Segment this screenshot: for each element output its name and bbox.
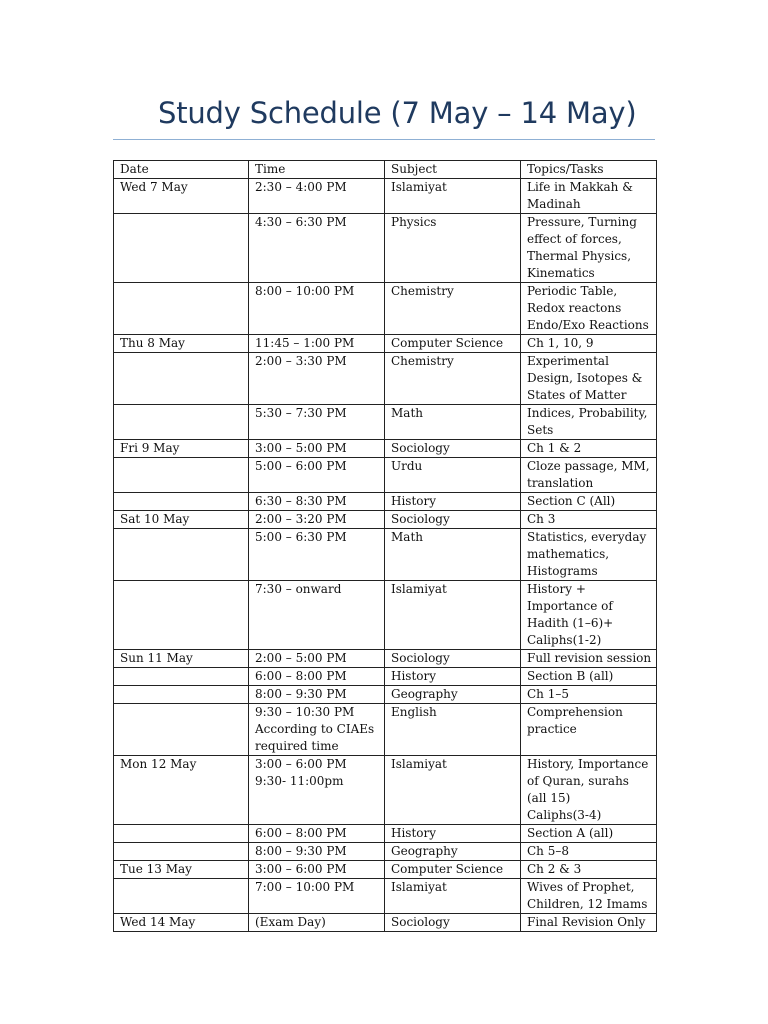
time-cell: 8:00 – 9:30 PM	[249, 686, 385, 704]
time-cell: 5:00 – 6:00 PM	[249, 458, 385, 493]
topics-cell: Full revision session	[521, 650, 657, 668]
time-cell: 8:00 – 9:30 PM	[249, 843, 385, 861]
subject-cell: Physics	[385, 214, 521, 283]
subject-cell: Islamiyat	[385, 879, 521, 914]
date-cell	[114, 668, 249, 686]
date-cell	[114, 529, 249, 581]
topics-cell: Life in Makkah & Madinah	[521, 179, 657, 214]
date-cell: Thu 8 May	[114, 335, 249, 353]
subject-cell: History	[385, 668, 521, 686]
topics-cell: Wives of Prophet, Children, 12 Imams	[521, 879, 657, 914]
subject-cell: Urdu	[385, 458, 521, 493]
date-cell: Wed 7 May	[114, 179, 249, 214]
date-cell	[114, 458, 249, 493]
table-row	[114, 214, 657, 283]
date-cell: Tue 13 May	[114, 861, 249, 879]
title-underline	[113, 139, 655, 140]
subject-cell: Islamiyat	[385, 179, 521, 214]
subject-cell: Chemistry	[385, 353, 521, 405]
date-cell	[114, 214, 249, 283]
time-cell: 5:30 – 7:30 PM	[249, 405, 385, 440]
topics-cell: Section B (all)	[521, 668, 657, 686]
time-cell: 3:00 – 5:00 PM	[249, 440, 385, 458]
topics-cell: Section C (All)	[521, 493, 657, 511]
topics-cell: Indices, Probability, Sets	[521, 405, 657, 440]
date-cell	[114, 283, 249, 335]
topics-cell: Experimental Design, Isotopes & States of Matter	[521, 353, 657, 405]
topics-cell: Final Revision Only	[521, 914, 657, 932]
table-row	[114, 825, 657, 843]
table-row	[114, 511, 657, 529]
subject-cell: History	[385, 493, 521, 511]
date-cell: Sat 10 May	[114, 511, 249, 529]
time-cell: 9:30 – 10:30 PM According to CIAEs required time	[249, 704, 385, 756]
date-cell	[114, 581, 249, 650]
table-row	[114, 353, 657, 405]
topics-cell: Ch 1–5	[521, 686, 657, 704]
date-cell	[114, 405, 249, 440]
time-cell: 2:00 – 3:20 PM	[249, 511, 385, 529]
table-row	[114, 914, 657, 932]
topics-cell: Statistics, everyday mathematics, Histograms	[521, 529, 657, 581]
date-cell	[114, 686, 249, 704]
subject-cell: Islamiyat	[385, 756, 521, 825]
date-cell	[114, 825, 249, 843]
column-header-date: Date	[114, 161, 249, 179]
date-cell	[114, 704, 249, 756]
time-cell: 6:30 – 8:30 PM	[249, 493, 385, 511]
subject-cell: English	[385, 704, 521, 756]
topics-cell: Ch 1 & 2	[521, 440, 657, 458]
date-cell	[114, 353, 249, 405]
topics-cell: Periodic Table, Redox reactons Endo/Exo Reactions	[521, 283, 657, 335]
table-row	[114, 529, 657, 581]
subject-cell: Math	[385, 529, 521, 581]
date-cell: Fri 9 May	[114, 440, 249, 458]
table-row	[114, 879, 657, 914]
table-row	[114, 756, 657, 825]
time-cell: 3:00 – 6:00 PM 9:30- 11:00pm	[249, 756, 385, 825]
schedule-table	[113, 160, 657, 932]
table-row	[114, 650, 657, 668]
column-header-subject: Subject	[385, 161, 521, 179]
time-cell: 8:00 – 10:00 PM	[249, 283, 385, 335]
time-cell: 6:00 – 8:00 PM	[249, 825, 385, 843]
table-row	[114, 843, 657, 861]
time-cell: 7:30 – onward	[249, 581, 385, 650]
topics-cell: Pressure, Turning effect of forces, Thermal Physics, Kinematics	[521, 214, 657, 283]
time-cell: 6:00 – 8:00 PM	[249, 668, 385, 686]
column-header-time: Time	[249, 161, 385, 179]
topics-cell: Ch 3	[521, 511, 657, 529]
time-cell: 2:00 – 5:00 PM	[249, 650, 385, 668]
date-cell	[114, 493, 249, 511]
table-row	[114, 283, 657, 335]
topics-cell: Ch 2 & 3	[521, 861, 657, 879]
date-cell: Mon 12 May	[114, 756, 249, 825]
subject-cell: Computer Science	[385, 335, 521, 353]
subject-cell: Chemistry	[385, 283, 521, 335]
date-cell: Sun 11 May	[114, 650, 249, 668]
subject-cell: Sociology	[385, 511, 521, 529]
time-cell: 2:00 – 3:30 PM	[249, 353, 385, 405]
time-cell: 7:00 – 10:00 PM	[249, 879, 385, 914]
time-cell: 5:00 – 6:30 PM	[249, 529, 385, 581]
subject-cell: Math	[385, 405, 521, 440]
table-row	[114, 861, 657, 879]
topics-cell: History + Importance of Hadith (1–6)+ Caliphs(1-2)	[521, 581, 657, 650]
time-cell: 3:00 – 6:00 PM	[249, 861, 385, 879]
subject-cell: Sociology	[385, 440, 521, 458]
date-cell	[114, 843, 249, 861]
subject-cell: Islamiyat	[385, 581, 521, 650]
table-header-row	[114, 161, 657, 179]
subject-cell: History	[385, 825, 521, 843]
topics-cell: Section A (all)	[521, 825, 657, 843]
page-title: Study Schedule (7 May – 14 May)	[158, 96, 637, 130]
table-row	[114, 581, 657, 650]
table-row	[114, 704, 657, 756]
time-cell: 4:30 – 6:30 PM	[249, 214, 385, 283]
topics-cell: Ch 1, 10, 9	[521, 335, 657, 353]
topics-cell: Comprehension practice	[521, 704, 657, 756]
time-cell: (Exam Day)	[249, 914, 385, 932]
table-row	[114, 668, 657, 686]
table-row	[114, 686, 657, 704]
time-cell: 2:30 – 4:00 PM	[249, 179, 385, 214]
topics-cell: History, Importance of Quran, surahs (all 15) Caliphs(3-4)	[521, 756, 657, 825]
table-row	[114, 458, 657, 493]
table-row	[114, 179, 657, 214]
date-cell: Wed 14 May	[114, 914, 249, 932]
subject-cell: Computer Science	[385, 861, 521, 879]
table-row	[114, 493, 657, 511]
date-cell	[114, 879, 249, 914]
topics-cell: Ch 5–8	[521, 843, 657, 861]
table-row	[114, 405, 657, 440]
subject-cell: Geography	[385, 843, 521, 861]
subject-cell: Sociology	[385, 914, 521, 932]
table-row	[114, 440, 657, 458]
subject-cell: Sociology	[385, 650, 521, 668]
column-header-topics: Topics/Tasks	[521, 161, 657, 179]
time-cell: 11:45 – 1:00 PM	[249, 335, 385, 353]
table-row	[114, 335, 657, 353]
subject-cell: Geography	[385, 686, 521, 704]
topics-cell: Cloze passage, MM, translation	[521, 458, 657, 493]
